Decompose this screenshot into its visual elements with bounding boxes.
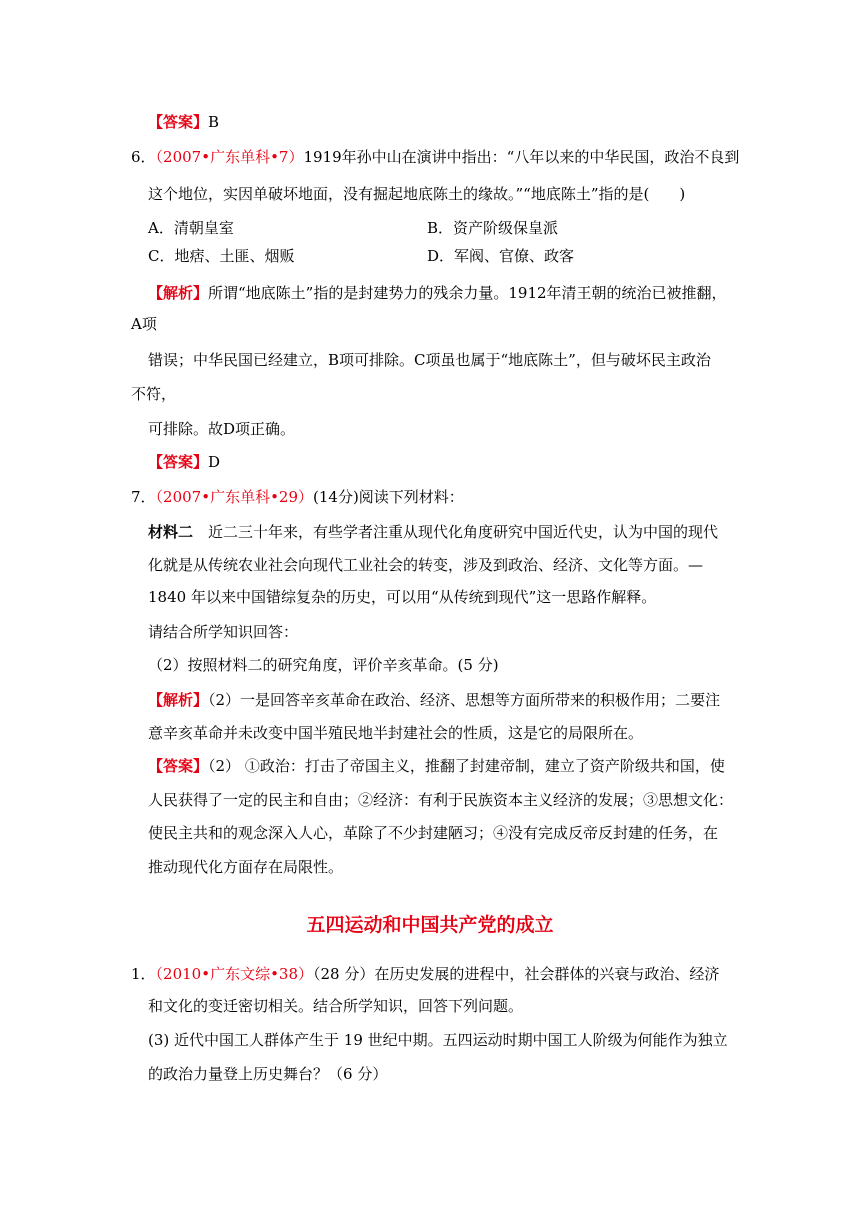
analysis-line-1 [148,283,727,303]
analysis-line-3: 错误；中华民国已经建立，B项可排除。C项虽也属于“地底陈土”，但与破坏民主政治 [148,351,711,369]
question-number: 6． [131,148,156,166]
question-text: 1919年孙中山在演讲中指出：“八年以来的中华民国，政治不良到 [303,148,740,166]
answer-tag: 【答案】 [148,453,209,471]
answer-line-2 [148,452,220,472]
question-1-line-2: 和文化的变迁密切相关。结合所学知识，回答下列问题。 [148,997,524,1015]
answer-value: D [208,453,221,471]
material-text: 近二三十年来，有些学者注重从现代化角度研究中国近代史，认为中国的现代 [193,523,719,541]
material-2-line-2: 化就是从传统农业社会向现代工业社会的转变，涉及到政治、经济、文化等方面。— [148,556,704,574]
question-1-sub-line-1: (3) 近代中国工人群体产生于 19 世纪中期。五四运动时期中国工人阶级为何能作为独立 [148,1031,728,1049]
question-6 [131,147,739,167]
answer-3-line-3: 使民主共和的观念深入人心，革除了不少封建陋习；④没有完成反帝反封建的任务，在 [148,824,719,842]
option-b: B．资产阶级保皇派 [427,219,559,237]
question-number: 7． [131,488,156,506]
material-2-line-3: 1840 年以来中国错综复杂的历史，可以用“从传统到现代”这一思路作解释。 [148,588,657,606]
answer-tag: 【答案】 [148,113,209,131]
question-1-sub-line-2: 的政治力量登上历史舞台？（6 分） [148,1065,388,1083]
answer-3-line-2: 人民获得了一定的民主和自由；②经济：有利于民族资本主义经济的发展；③思想文化： [148,791,734,809]
answer-value: B [208,113,220,131]
answer-3-line-1 [148,756,725,776]
question-1 [131,964,719,984]
analysis-tag: 【解析】 [148,691,209,709]
question-text: （28 分）在历史发展的进程中，社会群体的兴衰与政治、经济 [313,965,720,983]
question-number: 1． [131,965,156,983]
analysis-line-2: A项 [131,315,157,333]
analysis-line-4: 不符， [131,385,177,403]
question-7-sub: （2）按照材料二的研究角度，评价辛亥革命。(5 分) [148,656,499,674]
analysis-2-line-2: 意辛亥革命并未改变中国半殖民地半封建社会的性质，这是它的局限所在。 [148,724,644,742]
question-source: （2007•广东单科•29） [155,488,314,506]
answer-3-line-4: 推动现代化方面存在局限性。 [148,858,344,876]
question-text: (14分)阅读下列材料： [313,488,464,506]
material-tag: 材料二 [148,523,194,541]
question-6-line-2: 这个地位，实因单破坏地面，没有掘起地底陈土的缘故。”“地底陈土”指的是( ) [148,185,686,203]
question-source: （2007•广东单科•7） [155,148,304,166]
analysis-text: 所谓“地底陈土”指的是封建势力的残余力量。1912年清王朝的统治已被推翻， [208,284,727,302]
question-7 [131,487,464,507]
analysis-line-5: 可排除。故D项正确。 [148,420,296,438]
analysis-text: （2）一是回答辛亥革命在政治、经济、思想等方面所带来的积极作用；二要注 [208,691,721,709]
material-2-line-1 [148,522,718,542]
question-7-prompt: 请结合所学知识回答： [148,623,299,641]
answer-tag: 【答案】 [148,757,209,775]
option-c: C．地痞、土匪、烟贩 [148,247,295,265]
answer-text: （2） ①政治：打击了帝国主义，推翻了封建帝制，建立了资产阶级共和国，使 [208,757,725,775]
question-source: （2010•广东文综•38） [155,965,314,983]
option-a: A．清朝皇室 [148,219,234,237]
option-d: D．军阀、官僚、政客 [427,247,575,265]
section-heading: 五四运动和中国共产党的成立 [306,914,554,936]
answer-line-1 [148,112,219,132]
analysis-tag: 【解析】 [148,284,209,302]
analysis-2-line-1 [148,690,720,710]
